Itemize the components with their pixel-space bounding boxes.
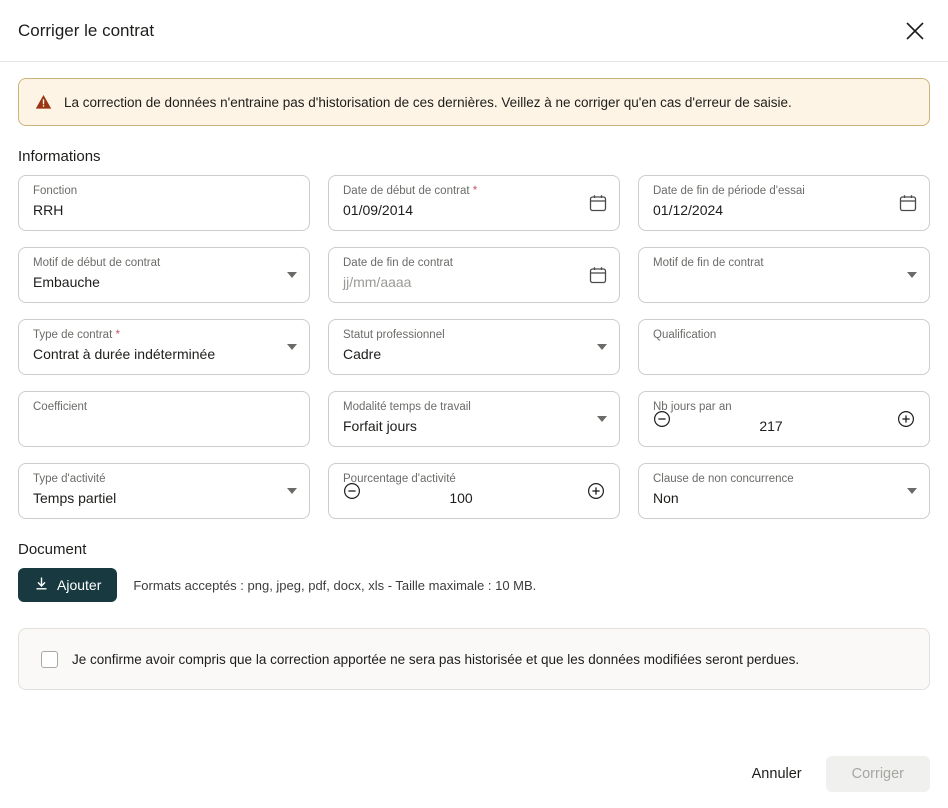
decrement-icon[interactable]	[342, 481, 362, 501]
field-label: Date de fin de période d'essai	[653, 185, 805, 197]
dialog-header	[0, 0, 948, 62]
increment-icon[interactable]	[896, 409, 916, 429]
field-value: 01/09/2014	[343, 202, 414, 218]
field-label: Date de fin de contrat	[343, 257, 453, 269]
confirmation-box	[18, 628, 930, 690]
field-value: RRH	[33, 202, 64, 218]
field-label: Type d'activité	[33, 473, 106, 485]
field-modalite-temps-travail[interactable]	[328, 391, 620, 447]
field-label: Nb jours par an	[653, 401, 732, 413]
document-row	[18, 568, 930, 602]
warning-triangle-icon	[35, 94, 52, 110]
chevron-down-icon[interactable]	[287, 344, 297, 350]
field-label: Type de contrat *	[33, 329, 120, 341]
increment-icon[interactable]	[586, 481, 606, 501]
field-label: Statut professionnel	[343, 329, 445, 341]
page-title: Corriger le contrat	[18, 20, 155, 40]
required-marker: *	[115, 329, 120, 341]
close-icon[interactable]	[900, 16, 930, 46]
field-statut-professionnel[interactable]	[328, 319, 620, 375]
field-value: jj/mm/aaaa	[343, 274, 412, 290]
calendar-icon[interactable]	[589, 266, 607, 284]
field-type-contrat[interactable]	[18, 319, 310, 375]
dialog-footer	[746, 756, 930, 792]
field-value: 100	[449, 490, 473, 506]
field-qualification[interactable]	[638, 319, 930, 375]
field-label: Motif de début de contrat	[33, 257, 161, 269]
field-value: 217	[759, 418, 783, 434]
field-value: Cadre	[343, 346, 382, 362]
add-document-label: Ajouter	[57, 577, 102, 593]
field-value: 01/12/2024	[653, 202, 724, 218]
chevron-down-icon[interactable]	[907, 488, 917, 494]
informations-grid	[18, 175, 930, 519]
chevron-down-icon[interactable]	[597, 416, 607, 422]
document-formats-hint: Formats acceptés : png, jpeg, pdf, docx, xls - Taille maximale : 10 MB.	[133, 577, 537, 593]
warning-banner	[18, 78, 930, 126]
field-clause-non-concurrence[interactable]	[638, 463, 930, 519]
field-label: Coefficient	[33, 401, 88, 413]
field-value: Embauche	[33, 274, 100, 290]
download-icon	[34, 576, 49, 594]
confirm-checkbox[interactable]	[41, 651, 58, 668]
required-marker: *	[472, 185, 478, 197]
field-motif-debut-contrat[interactable]	[18, 247, 310, 303]
field-nb-jours-par-an[interactable]	[638, 391, 930, 447]
calendar-icon[interactable]	[899, 194, 917, 212]
field-value: Temps partiel	[33, 490, 117, 506]
submit-button[interactable]: Corriger	[826, 756, 930, 792]
field-date-debut-contrat[interactable]	[328, 175, 620, 231]
field-value: Contrat à durée indéterminée	[33, 346, 216, 362]
decrement-icon[interactable]	[652, 409, 672, 429]
section-title-informations: Informations	[18, 148, 101, 165]
add-document-button[interactable]	[18, 568, 117, 602]
warning-text: La correction de données n'entraine pas d'historisation de ces dernières. Veillez à ne corriger qu'en cas d'erreur de saisie.	[64, 94, 792, 110]
field-value: Non	[653, 490, 679, 506]
field-pourcentage-activite[interactable]	[328, 463, 620, 519]
field-value: Forfait jours	[343, 418, 417, 434]
chevron-down-icon[interactable]	[907, 272, 917, 278]
field-type-activite[interactable]	[18, 463, 310, 519]
field-date-fin-periode-essai[interactable]	[638, 175, 930, 231]
field-label: Fonction	[33, 185, 78, 197]
field-label: Motif de fin de contrat	[653, 257, 764, 269]
field-label: Pourcentage d'activité	[343, 473, 456, 485]
chevron-down-icon[interactable]	[597, 344, 607, 350]
field-motif-fin-contrat[interactable]	[638, 247, 930, 303]
field-coefficient[interactable]	[18, 391, 310, 447]
field-label: Clause de non concurrence	[653, 473, 794, 485]
field-label: Modalité temps de travail	[343, 401, 471, 413]
calendar-icon[interactable]	[589, 194, 607, 212]
confirm-label: Je confirme avoir compris que la correction apportée ne sera pas historisée et que les données modifiées seront perdues.	[72, 651, 800, 667]
cancel-button[interactable]: Annuler	[746, 758, 808, 790]
field-label: Date de début de contrat *	[343, 185, 478, 197]
section-title-document: Document	[18, 541, 87, 558]
field-label: Qualification	[653, 329, 717, 341]
chevron-down-icon[interactable]	[287, 488, 297, 494]
chevron-down-icon[interactable]	[287, 272, 297, 278]
field-date-fin-contrat[interactable]	[328, 247, 620, 303]
field-fonction[interactable]	[18, 175, 310, 231]
